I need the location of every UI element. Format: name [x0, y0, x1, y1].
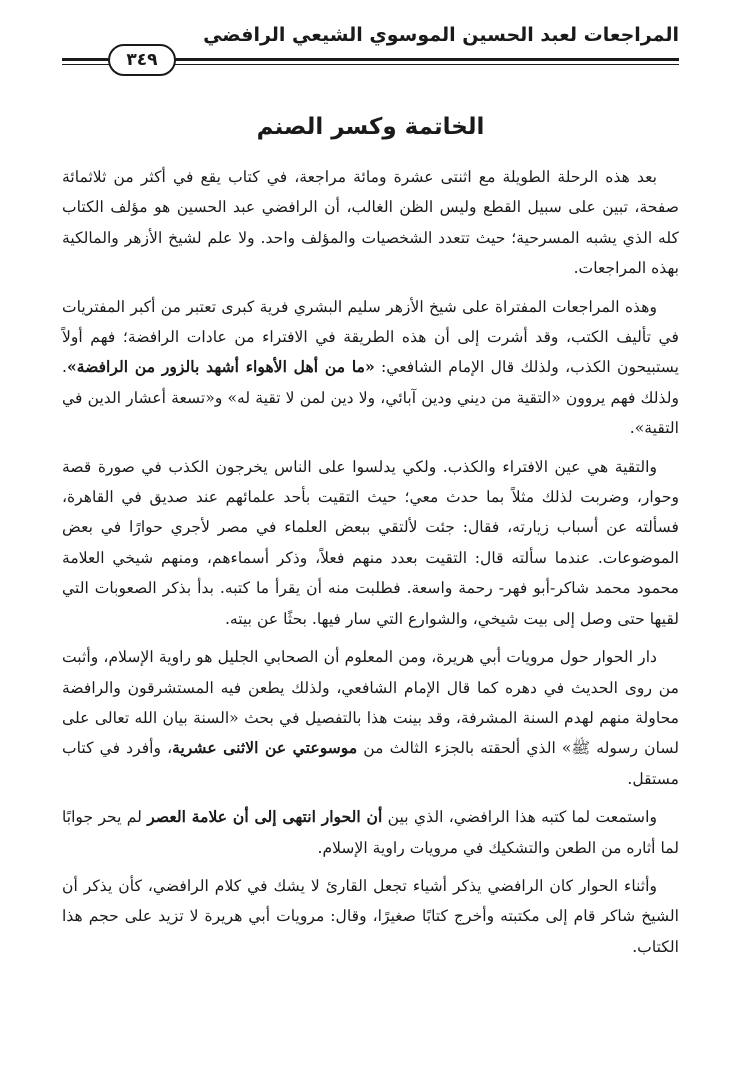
chapter-title: الخاتمة وكسر الصنم [256, 114, 485, 140]
paragraph-5-text-b: لم يحر جوابًا لما أثاره من الطعن والتشكيك في مرويات راوية الإسلام. [62, 808, 679, 857]
dialogue-conclusion: أن الحوار انتهى إلى أن علامة العصر [147, 807, 383, 827]
paragraph-5 [62, 802, 679, 863]
paragraph-3-text: والتقية هي عين الافتراء والكذب. ولكي يدلسوا على الناس يخرجون الكذب في صورة قصة وحوار، وضربت لذلك مثلاً بما حدث معي؛ حيث التقيت بأحد علمائهم عند صديق في القاهرة، فسألته عن أسباب زيارته، فقال: جئت لألتقي ببعض العلماء في مصر لأجري حوارًا في بعض الموضوعات. عندما سألته قال: التقيت بعدد منهم فعلاً، وذكر أسماءهم، ومنهم شيخي العلامة محمود محمد شاكر-أبو فهر- رحمة واسعة. فطلبت منه أن يقرأ ما كتبه. بدأ بذكر الصعوبات التي لقيها حتى وصل إلى بيت شيخي، والشوارع التي سار فيها. بحثًا عن بيته. [62, 457, 679, 628]
encyclopedia-title: موسوعتي عن الاثنى عشرية [172, 738, 358, 758]
paragraph-1 [62, 162, 679, 284]
paragraph-2-text-b: . ولذلك فهم يروون «التقية من ديني ودين آبائي، ولا دين لمن لا تقية له» و«تسعة أعشار الدين في التقية». [62, 358, 679, 438]
paragraph-4-text-b: ، وأفرد في كتاب مستقل. [62, 739, 679, 788]
body-text [62, 162, 679, 970]
paragraph-1-text: بعد هذه الرحلة الطويلة مع اثنتى عشرة ومائة مراجعة، في كتاب يقع في أكثر من ثلاثمائة صفحة، تبين على سبيل القطع وليس الظن الغالب، أن الرافضي عبد الحسين هو مؤلف الكتاب كله الذي يشبه المسرحية؛ حيث تتعدد الشخصيات والمؤلف واحد. ولا علم لشيخ الأزهر والمالكية بهذه المراجعات. [62, 168, 679, 278]
shafii-quote: «ما من أهل الأهواء أشهد بالزور من الرافضة» [66, 357, 375, 377]
paragraph-4 [62, 642, 679, 794]
running-header-title: المراجعات لعبد الحسين الموسوي الشيعي الرافضي [203, 24, 679, 46]
paragraph-2-text-a: وهذه المراجعات المفتراة على شيخ الأزهر سليم البشري فرية كبرى تعتبر من أكبر المفتريات في تأليف الكتب، وقد أشرت إلى أن هذه الطريقة في الافتراء من عادات الرافضة؛ فهم أولاً يستبيحون الكذب، ولذلك قال الإمام الشافعي: [62, 297, 679, 377]
paragraph-4-text-a: دار الحوار حول مرويات أبي هريرة، ومن المعلوم أن الصحابي الجليل هو راوية الإسلام، وأثبت من روى الحديث في دهره كما قال الإمام الشافعي، ولذلك يطعن فيه المستشرقون والرافضة محاولة منهم لهدم السنة المشرفة، وقد بينت هذا بالتفصيل في بحث «السنة بيان الله تعالى على لسان رسوله ﷺ» الذي ألحقته بالجزء الثالث من [62, 648, 679, 758]
paragraph-6 [62, 871, 679, 962]
paragraph-2 [62, 292, 679, 444]
page-number-badge: ٣٤٩ [108, 44, 176, 76]
paragraph-3 [62, 452, 679, 634]
paragraph-5-text-a: واستمعت لما كتبه هذا الرافضي، الذي بين [382, 808, 657, 827]
paragraph-6-text: وأثناء الحوار كان الرافضي يذكر أشياء تجعل القارئ لا يشك في كلام الرافضي، كأن يذكر أن الشيخ شاكر قام إلى مكتبته وأخرج كتابًا صغيرًا، وقال: مرويات أبي هريرة لا تزيد على حجم هذا الكتاب. [62, 876, 679, 956]
